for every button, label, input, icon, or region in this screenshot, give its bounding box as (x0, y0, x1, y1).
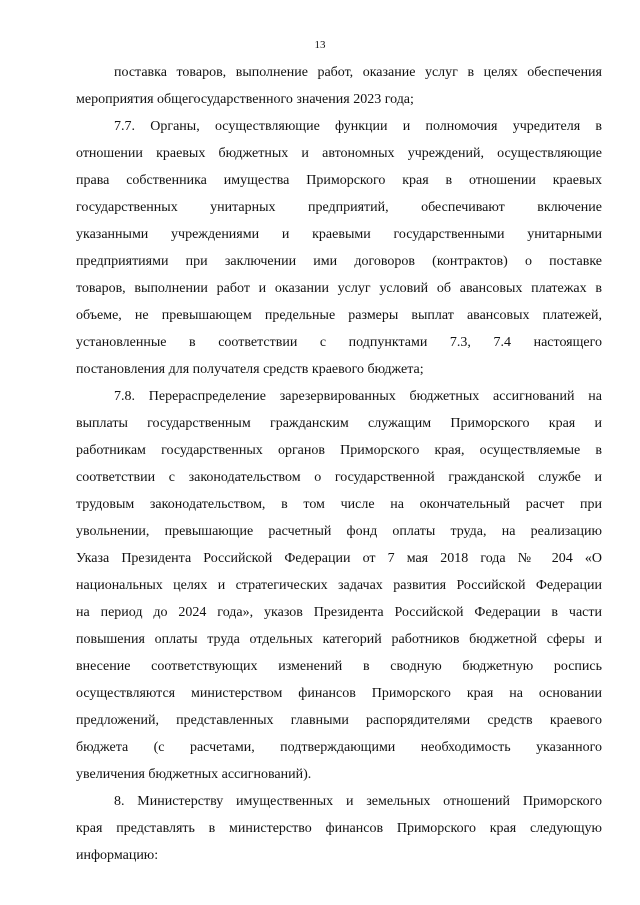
text-line: объеме, не превышающем предельные размеры выплат авансовых платежей, (76, 308, 602, 323)
text-line: бюджета (с расчетами, подтверждающими необходимость указанного (76, 740, 602, 755)
text-line: 7.8. Перераспределение зарезервированных бюджетных ассигнований на (114, 389, 602, 404)
text-line: на период до 2024 года», указов Президента Российской Федерации в части (76, 605, 602, 620)
text-line: 8. Министерству имущественных и земельных отношений Приморского (114, 794, 602, 809)
text-line: предприятиями при заключении ими договоров (контрактов) о поставке (76, 254, 602, 269)
text-line: отношении краевых бюджетных и автономных учреждений, осуществляющие (76, 146, 602, 161)
text-line: информацию: (76, 848, 159, 863)
text-line: национальных целях и стратегических задачах развития Российской Федерации (76, 578, 602, 593)
text-line: предложений, представленных главными распорядителями средств краевого (76, 713, 602, 728)
text-line: установленные в соответствии с подпунктами 7.3, 7.4 настоящего (76, 335, 602, 350)
page-number: 13 (314, 39, 326, 51)
text-line: выплаты государственным гражданским служащим Приморского края и (76, 416, 602, 431)
text-line: государственных унитарных предприятий, обеспечивают включение (76, 200, 602, 215)
text-line: указанными учреждениями и краевыми государственными унитарными (76, 227, 602, 242)
text-line: работникам государственных органов Приморского края, осуществляемые в (76, 443, 602, 458)
text-line: права собственника имущества Приморского края в отношении краевых (76, 173, 602, 188)
text-line: соответствии с законодательством о государственной гражданской службе и (76, 470, 602, 485)
text-line: Указа Президента Российской Федерации от 7 мая 2018 года № 204 «О (76, 551, 602, 566)
text-line: осуществляются министерством финансов Приморского края на основании (76, 686, 602, 701)
text-line: повышения оплаты труда отдельных категорий работников бюджетной сферы и (76, 632, 602, 647)
text-line: внесение соответствующих изменений в сводную бюджетную роспись (76, 659, 602, 674)
document-body (76, 59, 602, 869)
text-line: постановления для получателя средств краевого бюджета; (76, 362, 424, 377)
text-line: 7.7. Органы, осуществляющие функции и полномочия учредителя в (114, 119, 602, 134)
text-line: увеличения бюджетных ассигнований). (76, 767, 312, 782)
text-line: трудовым законодательством, в том числе на окончательный расчет при (76, 497, 602, 512)
text-line: товаров, выполнении работ и оказании услуг условий об авансовых платежах в (76, 281, 602, 296)
text-line: поставка товаров, выполнение работ, оказание услуг в целях обеспечения (114, 65, 602, 80)
text-line: края представлять в министерство финансов Приморского края следующую (76, 821, 602, 836)
text-line: увольнении, превышающие расчетный фонд оплаты труда, на реализацию (76, 524, 602, 539)
text-line: мероприятия общегосударственного значения 2023 года; (76, 92, 414, 107)
